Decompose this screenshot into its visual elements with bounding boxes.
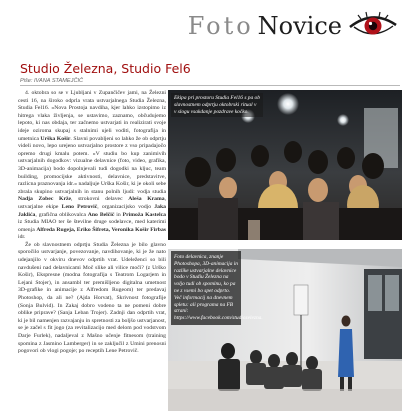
paragraph-2: Že ob slavnostnem odprtju Studia Železna je bilo glavno sporočilo ustvarjanje, povezovanje, navdihovanje, ki je že nato udejanjilo v okviru dnevov odprtih vrat. Udeleženci so bili navdušeni nad delavnicami Moč slike ali vilice moči? (z Urško Košir), Ekspresne (modna fotografija s Teatrom Logarjem in Lejani Stojer), in ansambl ter premišljeno digitalna umetnost 3D-grafike in animacije z Alfredom Rugeom) ter predavaj Photoshop, da ali ne? (Ajda Horvat), Skrivnost fotografije (Sonja Bulvid). In Zakaj dobro vodeno ta ne pomeni dobre oblike priprave? (Sanja Leban Trojer). Zadnji dan odprtih vrat, ki je bil namenjen razvajanju in spretnosti za boljšo ustvarjanost, se je začel s fit jogo (za revitalizacijo med delom pod vodstvom Darje Furlek), nadaljeval z Mašno učenje fitnesom (training spomina z Jasmino Lamberger) in se zaključil z Umini prenosni pogovori ob vlogi pogoje; po receptih Lene Petrovič. bbox=[18, 241, 166, 355]
person-name: Aleša Krama bbox=[128, 196, 165, 203]
person-name: Jaka Jaklića bbox=[18, 203, 166, 218]
brand-novice: Novice bbox=[257, 12, 342, 40]
paragraph-1 bbox=[18, 90, 166, 242]
body-text: , strokovni delavec bbox=[71, 196, 123, 203]
title-divider bbox=[20, 85, 400, 86]
body-text: . Slavni povabljeni so lahko že ob odprtju videli novo, lepo urejeno ustvarjalno prostore z vso pripadajočo opremo drugi kmalu potem. »V studiu bo kup zanimivih ustvarjalnih dogodkov: vizualne delavnice (foto, video, grafika, 3D-animacija) bodo dopolnjevali tudi dogodki na kljuc, team building, promocijske aktivnosti, delavnice, predstavitve, razlicna praznovanja idr.« nadaljuje Urška Košir, ki je okoli sebe zbrala skupino ustvarjalnih in stanu polnih ljudi: vodja studia bbox=[18, 135, 167, 195]
eye-icon bbox=[348, 10, 398, 42]
body-text: , organizacijsko vodjo bbox=[97, 203, 152, 210]
photo-caption-bottom: Foto delavnica, znanje Photoshopa, 3D-animacija in razlike ustvarjalne delavnice bodo v Studiu Železna na voljo tudi ob spominu, ko pa ne z vsemi bo spet odprto. Več informacij na dnevnem spletu: ali programa na FB strani: https://www.facebook.com/studiozelezna. bbox=[171, 251, 241, 325]
person-name: Urška Košir bbox=[40, 135, 71, 142]
body-text: in bbox=[114, 211, 121, 218]
magazine-logo bbox=[188, 8, 398, 44]
article-title: Studio Železna, Studio Fel6 bbox=[20, 61, 191, 76]
masthead bbox=[0, 0, 420, 52]
person-name: Primoža Kastelca bbox=[122, 211, 166, 218]
body-text: iz Studia MIAO ter še številne druge sodelavce, med katerimi omenja bbox=[18, 219, 166, 233]
brand-foto: Foto bbox=[187, 12, 254, 40]
photo-caption-top: Ekipa pri prostoru Studia Fel16 s pa ob slavnostnem odprtju oktobrski ritual v v slogu vsakdanje pozdrave kočko. bbox=[171, 93, 263, 117]
body-text: , ustvarjalne ekipe bbox=[18, 196, 166, 210]
article-author: Piše: IVANA STAMEJČIČ bbox=[20, 78, 84, 84]
person-name: Ano Belčič bbox=[87, 211, 115, 218]
person-name: Alfreda Rugeja, Eriko Šifreta, Veronika Košir Firbas bbox=[36, 226, 166, 233]
body-text: 4. oktobra so se v Ljubljani v Zupančičev jami, na Železni cesti 16, na široko odprla vrata ustvarjalnega Studia Železna, Studia Fel16. »Nova Prostoja navdiha, kjer lahko izstopimo iz hitrega vlaka življenja, se ustavimo, zaznamo, občudujemo lepoto, ki nas obdaja, ter začnemo ustvarjati in realizirati svoje ideje oziroma skupaj s stalnimi ujeli voditi, fotografija in umetnica bbox=[18, 90, 166, 142]
body-text: , grafična oblikovalca bbox=[35, 211, 86, 218]
body-text: idr. bbox=[18, 234, 26, 241]
person-name: Nadja Zobec Krže bbox=[18, 196, 72, 203]
article-body bbox=[18, 90, 166, 356]
person-name: Leno Petrovič bbox=[61, 203, 98, 210]
